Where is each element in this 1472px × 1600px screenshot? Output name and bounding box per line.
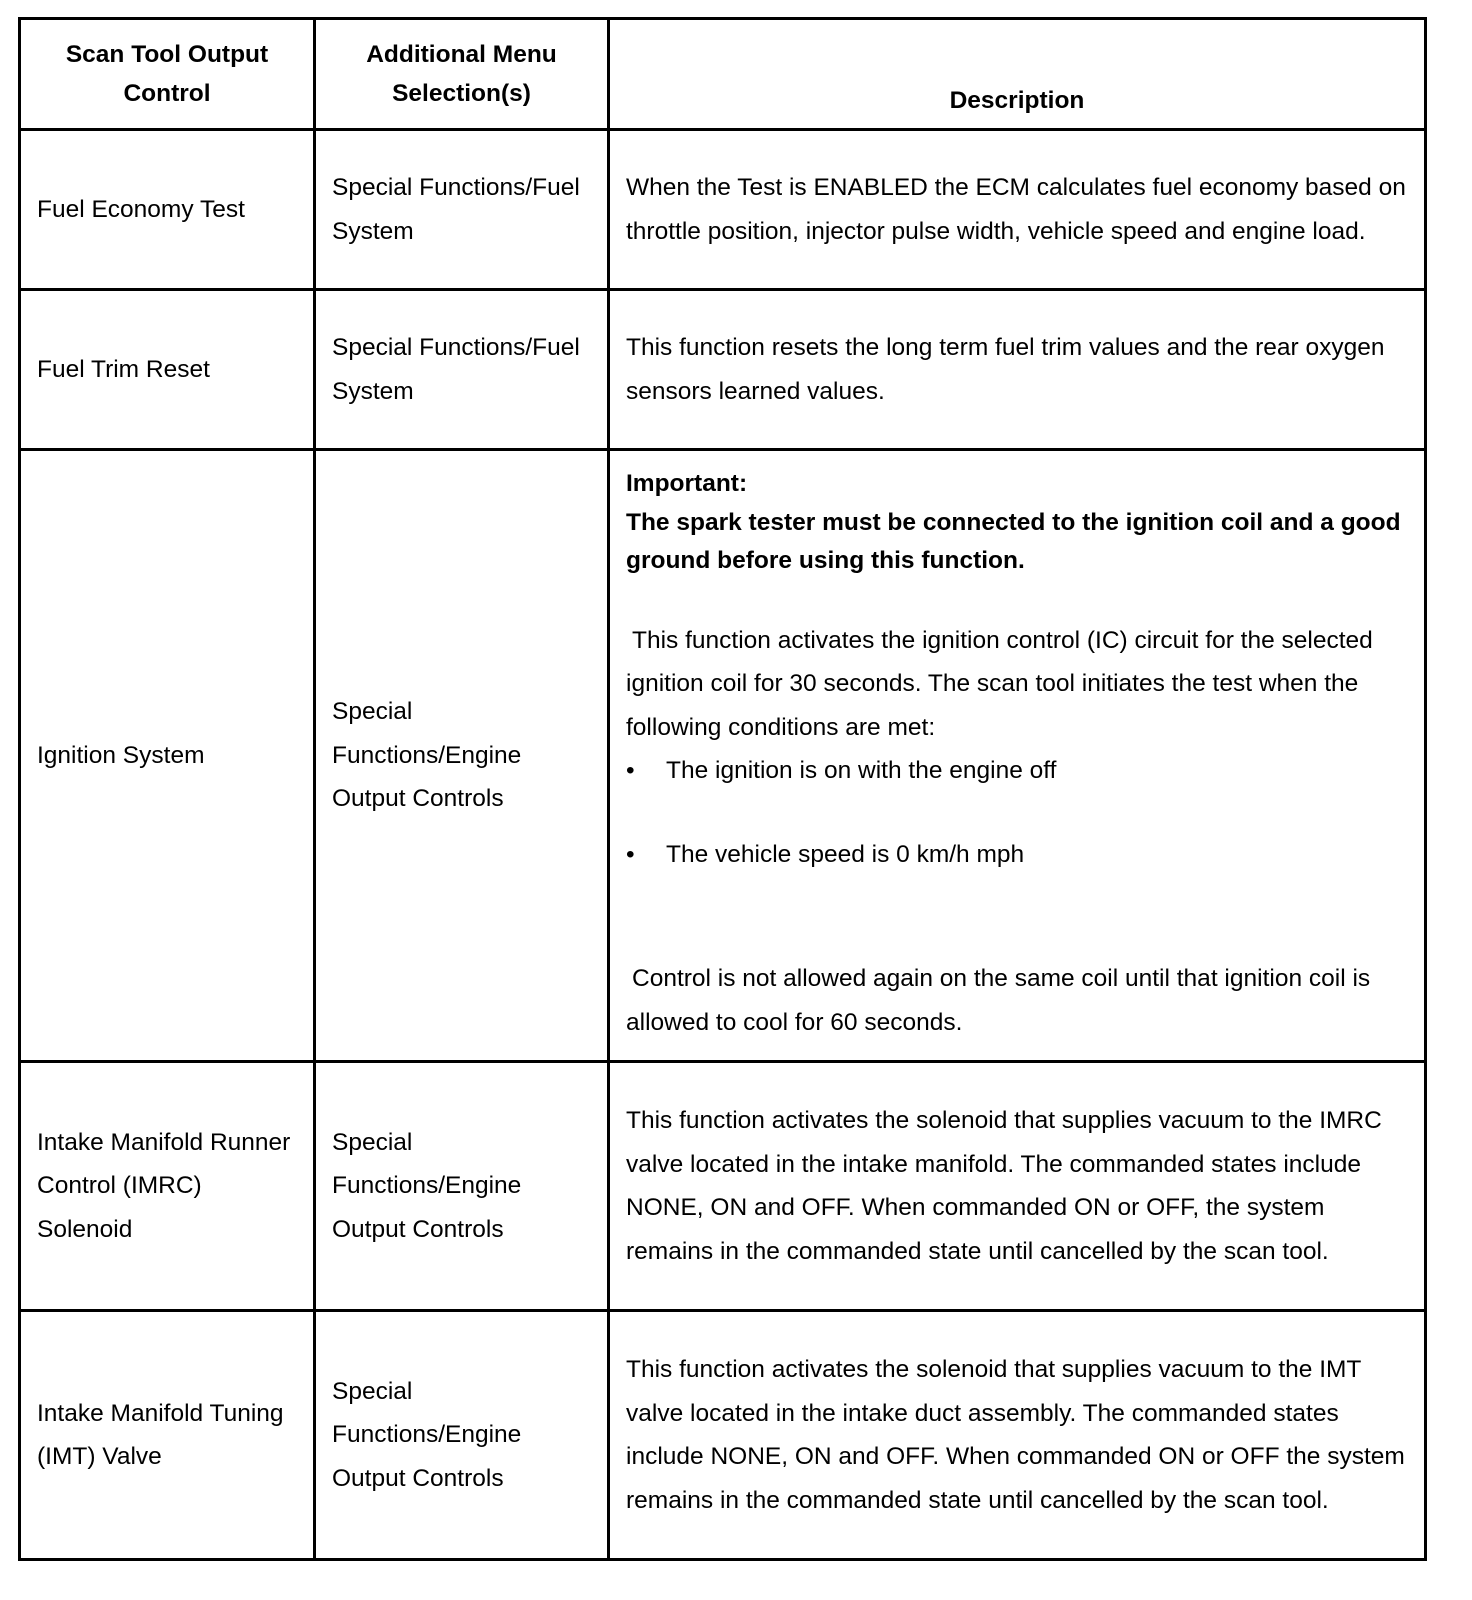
bullet-text: The ignition is on with the engine off bbox=[666, 757, 1057, 784]
menu-cell: Special Functions/Engine Output Controls bbox=[315, 450, 609, 1062]
bullet-icon: • bbox=[626, 840, 635, 868]
bullet-item bbox=[626, 749, 1408, 793]
header-row bbox=[20, 19, 1426, 130]
header-description: Description bbox=[609, 19, 1426, 130]
menu-cell: Special Functions/Fuel System bbox=[315, 290, 609, 450]
header-menu: Additional Menu Selection(s) bbox=[315, 19, 609, 130]
control-cell: Intake Manifold Runner Control (IMRC) Solenoid bbox=[20, 1062, 315, 1311]
description-paragraph: This function activates the ignition control (IC) circuit for the selected ignition coil for 30 seconds. The scan tool initiates the test when the following conditions are met: bbox=[626, 626, 1373, 741]
bullet-icon: • bbox=[626, 757, 635, 784]
description-paragraph: Control is not allowed again on the same coil until that ignition coil is allowed to cool for 60 seconds. bbox=[626, 965, 1371, 1036]
bullet-text: The vehicle speed is 0 km/h mph bbox=[666, 840, 1025, 868]
header-control: Scan Tool Output Control bbox=[20, 19, 315, 130]
table-row bbox=[20, 450, 1426, 1062]
control-cell: Intake Manifold Tuning (IMT) Valve bbox=[20, 1311, 315, 1560]
control-cell: Fuel Trim Reset bbox=[20, 290, 315, 450]
description-cell: This function activates the solenoid that supplies vacuum to the IMT valve located in the intake duct assembly. The commanded states include NONE, ON and OFF. When commanded ON or OFF the system remains in the commanded state until cancelled by the scan tool. bbox=[609, 1311, 1426, 1560]
important-text: The spark tester must be connected to the ignition coil and a good ground before using this function. bbox=[626, 508, 1401, 574]
bullet-item bbox=[626, 833, 1408, 877]
table-row bbox=[20, 1062, 1426, 1311]
table-row bbox=[20, 290, 1426, 450]
table-row bbox=[20, 130, 1426, 290]
output-controls-table bbox=[18, 17, 1427, 1561]
menu-cell: Special Functions/Engine Output Controls bbox=[315, 1062, 609, 1311]
description-cell: This function activates the solenoid that supplies vacuum to the IMRC valve located in the intake manifold. The commanded states include NONE, ON and OFF. When commanded ON or OFF, the system remains in the commanded state until cancelled by the scan tool. bbox=[609, 1062, 1426, 1311]
control-cell: Fuel Economy Test bbox=[20, 130, 315, 290]
description-cell bbox=[609, 450, 1426, 1062]
menu-cell: Special Functions/Engine Output Controls bbox=[315, 1311, 609, 1560]
important-label: Important: bbox=[626, 470, 748, 497]
table-row bbox=[20, 1311, 1426, 1560]
menu-cell: Special Functions/Fuel System bbox=[315, 130, 609, 290]
description-cell: This function resets the long term fuel trim values and the rear oxygen sensors learned values. bbox=[609, 290, 1426, 450]
control-cell: Ignition System bbox=[20, 450, 315, 1062]
description-cell: When the Test is ENABLED the ECM calculates fuel economy based on throttle position, injector pulse width, vehicle speed and engine load. bbox=[609, 130, 1426, 290]
